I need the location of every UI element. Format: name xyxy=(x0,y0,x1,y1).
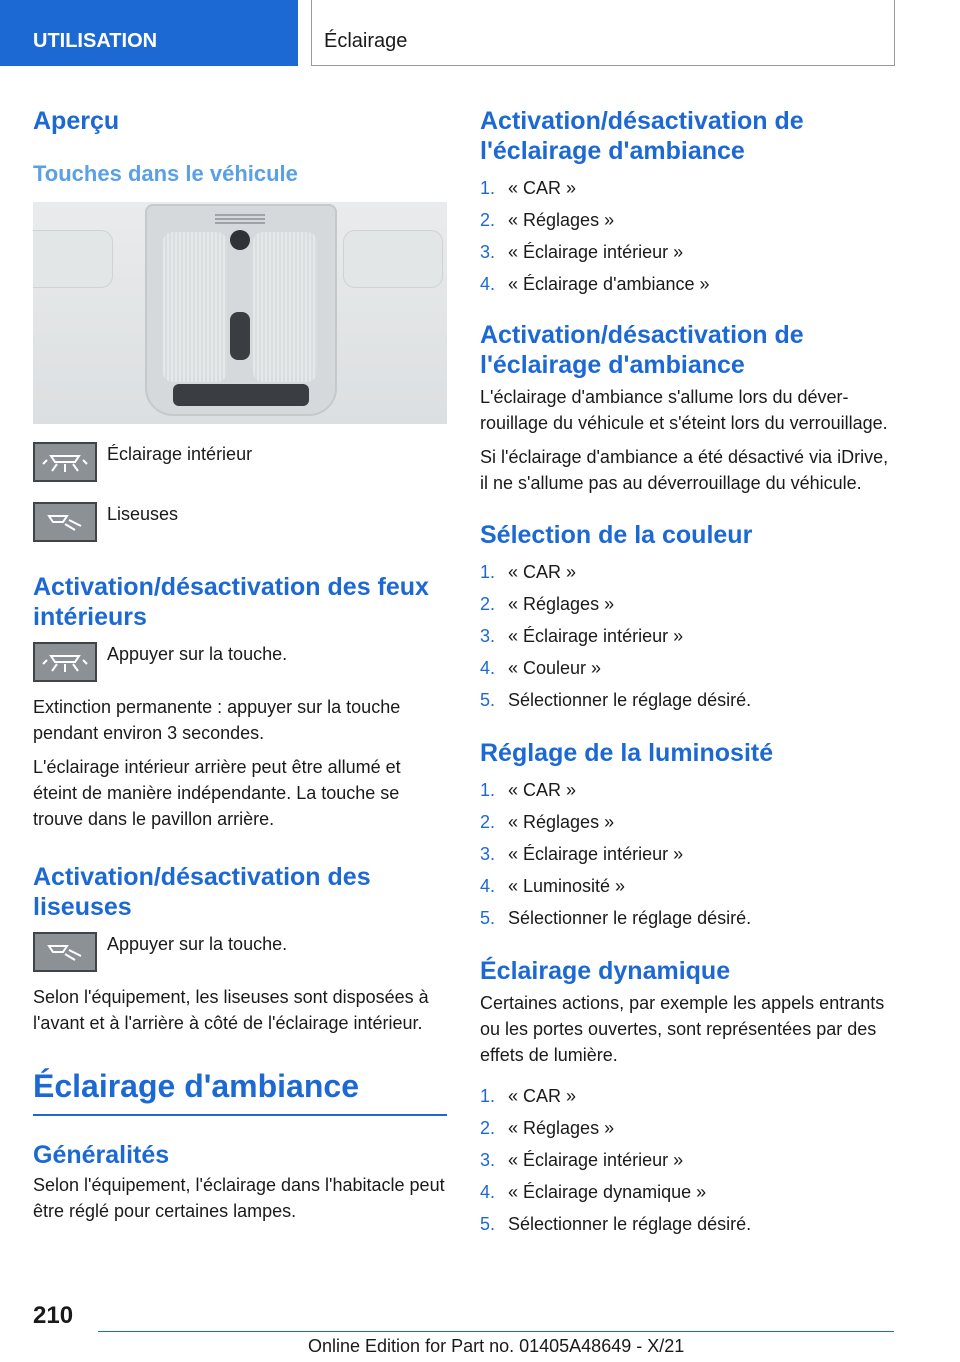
header-underline xyxy=(311,65,895,66)
list-item: 5. Sélectionner le réglage désiré. xyxy=(480,908,752,928)
reading-switch-heading: Activation/désactivation des liseuses xyxy=(33,863,371,921)
header-divider xyxy=(311,0,312,66)
reading-light-icon xyxy=(33,502,97,542)
roof-side-panel-right xyxy=(343,230,443,288)
rear-light-text: L'éclairage intérieur arrière peut être allumé et éteint de manière indépendante. La touche se trouve dans le pavillon arrière. xyxy=(33,757,401,829)
button-bar xyxy=(173,384,309,406)
ambient-onoff-heading-1: Activation/désactivation de l'éclairage d'ambiance xyxy=(480,107,804,165)
footer-rule xyxy=(98,1331,894,1332)
ambient-light-heading: Éclairage d'ambiance xyxy=(33,1068,359,1104)
right-column xyxy=(480,100,894,1240)
list-item: 5. Sélectionner le réglage désiré. xyxy=(480,1214,752,1234)
general-heading: Généralités xyxy=(33,1141,170,1169)
section-tab: UTILISATION xyxy=(0,0,298,66)
list-item: 2. « Réglages » xyxy=(480,210,615,230)
list-item: 2. « Réglages » xyxy=(480,812,615,832)
list-item: 1. « CAR » xyxy=(480,178,577,198)
list-item: 2. « Réglages » xyxy=(480,1118,615,1138)
list-item: 1. « CAR » xyxy=(480,562,577,582)
reading-switch-instruction xyxy=(33,932,447,972)
list-item: 3. « Éclairage intérieur » xyxy=(480,626,684,646)
lamp-left xyxy=(163,232,227,382)
interior-light-icon xyxy=(33,442,97,482)
left-column xyxy=(33,100,447,1224)
reading-switch-text: Appuyer sur la touche. xyxy=(107,934,288,954)
legend-interior-light xyxy=(33,442,447,482)
ambient-heading-rule xyxy=(33,1114,447,1116)
buttons-heading: Touches dans le véhicule xyxy=(33,161,298,186)
header-divider-right xyxy=(894,0,895,66)
permanent-off-text: Extinction permanente : appuyer sur la touche pendant environ 3 secondes. xyxy=(33,697,401,743)
list-item: 4. « Couleur » xyxy=(480,658,602,678)
list-item: 4. « Luminosité » xyxy=(480,876,626,896)
color-heading: Sélection de la couleur xyxy=(480,521,753,549)
list-item: 1. « CAR » xyxy=(480,1086,577,1106)
dynamic-heading: Éclairage dynamique xyxy=(480,957,731,985)
roof-side-panel-left xyxy=(33,230,113,288)
list-item: 4. « Éclairage dynamique » xyxy=(480,1182,707,1202)
overview-heading: Aperçu xyxy=(33,107,120,135)
center-switch xyxy=(230,312,250,360)
sos-button xyxy=(230,230,250,250)
footer-edition: Online Edition for Part no. 01405A48649 - X/21 xyxy=(308,1336,685,1356)
interior-switch-text: Appuyer sur la touche. xyxy=(107,644,288,664)
legend-reading-lights xyxy=(33,502,447,542)
list-item: 5. Sélectionner le réglage désiré. xyxy=(480,690,752,710)
brightness-heading: Réglage de la luminosité xyxy=(480,739,774,767)
dynamic-steps xyxy=(480,1080,894,1240)
interior-switch-instruction xyxy=(33,642,447,682)
roof-vent xyxy=(215,214,265,226)
ambient-disabled-text: Si l'éclairage d'ambiance a été désactivé via iDrive, il ne s'allume pas au déverrouillage du véhicule. xyxy=(480,447,889,493)
list-item: 4. « Éclairage d'ambiance » xyxy=(480,274,710,294)
color-steps xyxy=(480,556,894,716)
reading-light-icon xyxy=(33,932,97,972)
list-item: 3. « Éclairage intérieur » xyxy=(480,242,684,262)
reading-lights-label: Liseuses xyxy=(107,504,179,524)
brightness-steps xyxy=(480,774,894,934)
roof-console-photo xyxy=(33,202,447,424)
general-text: Selon l'équipement, l'éclairage dans l'habitacle peut être réglé pour certaines lampes. xyxy=(33,1175,445,1221)
list-item: 2. « Réglages » xyxy=(480,594,615,614)
interior-light-label: Éclairage intérieur xyxy=(107,444,253,464)
reading-position-text: Selon l'équipement, les liseuses sont disposées à l'avant et à l'arrière à côté de l'éclairage intérieur. xyxy=(33,987,429,1033)
page-number: 210 xyxy=(33,1302,74,1329)
chapter-title: Éclairage xyxy=(324,30,408,52)
list-item: 3. « Éclairage intérieur » xyxy=(480,1150,684,1170)
list-item: 1. « CAR » xyxy=(480,780,577,800)
dynamic-text: Certaines actions, par exemple les appels entrants ou les portes ouvertes, sont représentées par des effets de lumière. xyxy=(480,993,885,1065)
ambient-auto-text: L'éclairage d'ambiance s'allume lors du déverrouillage du véhicule et s'éteint lors du verrouillage. xyxy=(480,387,888,433)
list-item: 3. « Éclairage intérieur » xyxy=(480,844,684,864)
interior-light-icon xyxy=(33,642,97,682)
ambient-onoff-steps xyxy=(480,172,894,300)
ambient-onoff-heading-2: Activation/désactivation de l'éclairage d'ambiance xyxy=(480,321,804,379)
page-header xyxy=(0,0,960,66)
interior-switch-heading: Activation/désactivation des feux intérieurs xyxy=(33,573,429,631)
lamp-right xyxy=(253,232,317,382)
